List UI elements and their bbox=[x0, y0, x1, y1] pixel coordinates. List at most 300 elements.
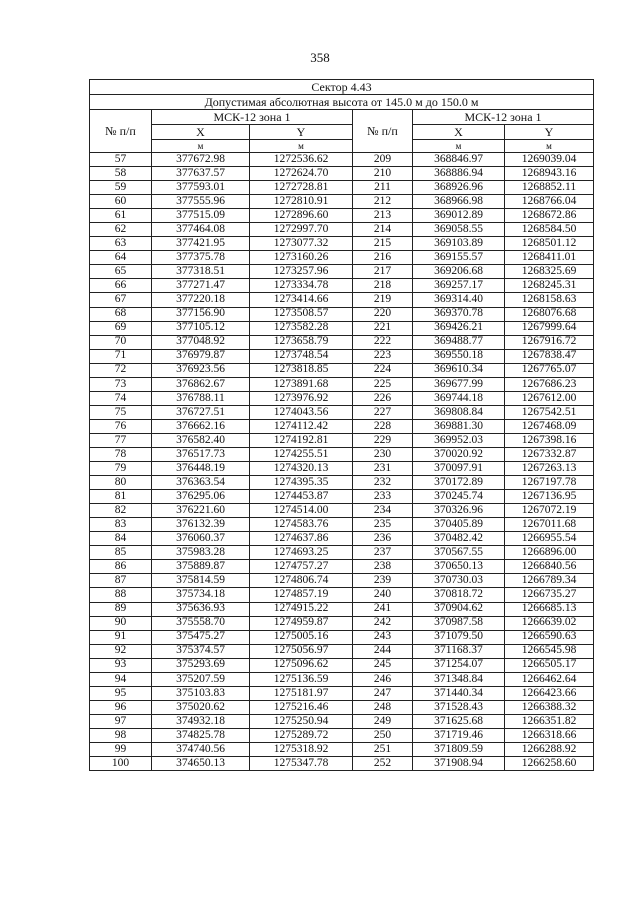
table-row bbox=[90, 349, 594, 363]
right-y-value: 1267332.87 bbox=[505, 447, 594, 461]
left-point-number: 84 bbox=[90, 532, 152, 546]
right-x-value: 369370.78 bbox=[413, 307, 505, 321]
table-row bbox=[90, 405, 594, 419]
right-point-number: 220 bbox=[353, 307, 413, 321]
right-x-value: 371254.07 bbox=[413, 658, 505, 672]
left-x-value: 376295.06 bbox=[152, 490, 250, 504]
left-x-value: 377048.92 bbox=[152, 335, 250, 349]
left-point-number: 80 bbox=[90, 476, 152, 490]
right-point-number: 219 bbox=[353, 293, 413, 307]
right-y-value: 1266639.02 bbox=[505, 616, 594, 630]
right-y-value: 1266288.92 bbox=[505, 742, 594, 756]
right-point-number: 229 bbox=[353, 433, 413, 447]
right-x-value: 371348.84 bbox=[413, 672, 505, 686]
table-row bbox=[90, 209, 594, 223]
table-row bbox=[90, 433, 594, 447]
right-point-number: 224 bbox=[353, 363, 413, 377]
right-point-number: 214 bbox=[353, 223, 413, 237]
table-row bbox=[90, 237, 594, 251]
right-point-number: 216 bbox=[353, 251, 413, 265]
right-x-header: X bbox=[413, 125, 505, 140]
right-x-value: 370326.96 bbox=[413, 504, 505, 518]
right-x-value: 370172.89 bbox=[413, 476, 505, 490]
right-y-value: 1268501.12 bbox=[505, 237, 594, 251]
right-y-value: 1267468.09 bbox=[505, 419, 594, 433]
right-x-value: 369257.17 bbox=[413, 279, 505, 293]
table-row bbox=[90, 546, 594, 560]
left-y-value: 1272624.70 bbox=[250, 167, 353, 181]
table-row bbox=[90, 630, 594, 644]
right-point-number: 222 bbox=[353, 335, 413, 349]
right-y-unit: м bbox=[505, 140, 594, 153]
table-row bbox=[90, 504, 594, 518]
right-point-number: 240 bbox=[353, 588, 413, 602]
right-x-value: 369744.18 bbox=[413, 391, 505, 405]
left-point-number: 65 bbox=[90, 265, 152, 279]
left-point-number: 74 bbox=[90, 391, 152, 405]
left-point-number: 99 bbox=[90, 742, 152, 756]
right-y-value: 1266685.13 bbox=[505, 602, 594, 616]
table-row bbox=[90, 447, 594, 461]
left-y-value: 1275289.72 bbox=[250, 728, 353, 742]
left-point-number: 62 bbox=[90, 223, 152, 237]
right-y-value: 1268766.04 bbox=[505, 195, 594, 209]
left-y-value: 1274959.87 bbox=[250, 616, 353, 630]
left-y-value: 1275005.16 bbox=[250, 630, 353, 644]
right-x-value: 369550.18 bbox=[413, 349, 505, 363]
table-row bbox=[90, 377, 594, 391]
right-point-number: 211 bbox=[353, 181, 413, 195]
left-x-value: 377105.12 bbox=[152, 321, 250, 335]
table-row bbox=[90, 223, 594, 237]
right-x-value: 369881.30 bbox=[413, 419, 505, 433]
left-x-value: 375207.59 bbox=[152, 672, 250, 686]
right-x-value: 371168.37 bbox=[413, 644, 505, 658]
left-x-value: 377156.90 bbox=[152, 307, 250, 321]
left-point-number: 93 bbox=[90, 658, 152, 672]
right-point-number: 217 bbox=[353, 265, 413, 279]
left-point-number: 89 bbox=[90, 602, 152, 616]
left-x-value: 375889.87 bbox=[152, 560, 250, 574]
right-point-number: 209 bbox=[353, 153, 413, 167]
left-point-number: 95 bbox=[90, 686, 152, 700]
right-x-value: 371719.46 bbox=[413, 728, 505, 742]
right-x-value: 371809.59 bbox=[413, 742, 505, 756]
right-y-value: 1267686.23 bbox=[505, 377, 594, 391]
left-x-value: 377672.98 bbox=[152, 153, 250, 167]
right-point-number: 246 bbox=[353, 672, 413, 686]
left-x-value: 376923.56 bbox=[152, 363, 250, 377]
left-point-number: 68 bbox=[90, 307, 152, 321]
right-y-value: 1267612.00 bbox=[505, 391, 594, 405]
right-y-value: 1269039.04 bbox=[505, 153, 594, 167]
right-point-number: 228 bbox=[353, 419, 413, 433]
left-y-value: 1272896.60 bbox=[250, 209, 353, 223]
left-x-value: 377421.95 bbox=[152, 237, 250, 251]
left-point-number: 59 bbox=[90, 181, 152, 195]
left-x-value: 374650.13 bbox=[152, 757, 250, 771]
left-point-number: 96 bbox=[90, 700, 152, 714]
right-point-number: 237 bbox=[353, 546, 413, 560]
right-y-value: 1267999.64 bbox=[505, 321, 594, 335]
table-row bbox=[90, 321, 594, 335]
left-y-value: 1273414.66 bbox=[250, 293, 353, 307]
table-row bbox=[90, 335, 594, 349]
left-point-number: 66 bbox=[90, 279, 152, 293]
table-row bbox=[90, 616, 594, 630]
right-x-value: 368846.97 bbox=[413, 153, 505, 167]
right-point-number: 239 bbox=[353, 574, 413, 588]
left-x-value: 376727.51 bbox=[152, 405, 250, 419]
right-x-value: 369058.55 bbox=[413, 223, 505, 237]
right-y-value: 1267542.51 bbox=[505, 405, 594, 419]
left-y-value: 1274757.27 bbox=[250, 560, 353, 574]
left-y-value: 1275136.59 bbox=[250, 672, 353, 686]
right-y-value: 1267011.68 bbox=[505, 518, 594, 532]
right-x-value: 371440.34 bbox=[413, 686, 505, 700]
right-y-value: 1268158.63 bbox=[505, 293, 594, 307]
right-y-value: 1266955.54 bbox=[505, 532, 594, 546]
right-point-number: 215 bbox=[353, 237, 413, 251]
right-x-value: 368886.94 bbox=[413, 167, 505, 181]
right-y-value: 1266351.82 bbox=[505, 714, 594, 728]
right-y-value: 1268411.01 bbox=[505, 251, 594, 265]
left-y-value: 1275216.46 bbox=[250, 700, 353, 714]
left-y-value: 1274453.87 bbox=[250, 490, 353, 504]
right-x-value: 368966.98 bbox=[413, 195, 505, 209]
right-y-value: 1268245.31 bbox=[505, 279, 594, 293]
right-y-value: 1268584.50 bbox=[505, 223, 594, 237]
left-point-number: 60 bbox=[90, 195, 152, 209]
table-header bbox=[90, 80, 594, 153]
left-y-value: 1275096.62 bbox=[250, 658, 353, 672]
right-point-number: 244 bbox=[353, 644, 413, 658]
right-point-number: 233 bbox=[353, 490, 413, 504]
right-point-number: 243 bbox=[353, 630, 413, 644]
right-y-value: 1266896.00 bbox=[505, 546, 594, 560]
left-x-value: 376788.11 bbox=[152, 391, 250, 405]
left-y-value: 1273077.32 bbox=[250, 237, 353, 251]
left-y-value: 1274255.51 bbox=[250, 447, 353, 461]
right-y-value: 1266318.66 bbox=[505, 728, 594, 742]
right-y-value: 1266388.32 bbox=[505, 700, 594, 714]
right-y-value: 1267838.47 bbox=[505, 349, 594, 363]
right-point-number: 223 bbox=[353, 349, 413, 363]
right-x-value: 369952.03 bbox=[413, 433, 505, 447]
table-row bbox=[90, 391, 594, 405]
left-x-value: 375020.62 bbox=[152, 700, 250, 714]
coordinates-table bbox=[89, 79, 594, 771]
table-row bbox=[90, 462, 594, 476]
left-point-number: 69 bbox=[90, 321, 152, 335]
right-x-value: 370730.03 bbox=[413, 574, 505, 588]
right-x-value: 369012.89 bbox=[413, 209, 505, 223]
table-row bbox=[90, 195, 594, 209]
left-x-value: 375558.70 bbox=[152, 616, 250, 630]
left-point-number: 76 bbox=[90, 419, 152, 433]
table-row bbox=[90, 686, 594, 700]
left-point-number: 72 bbox=[90, 363, 152, 377]
right-point-number: 227 bbox=[353, 405, 413, 419]
table-row bbox=[90, 279, 594, 293]
right-y-value: 1267263.13 bbox=[505, 462, 594, 476]
right-x-value: 369488.77 bbox=[413, 335, 505, 349]
table-row bbox=[90, 672, 594, 686]
left-y-value: 1273582.28 bbox=[250, 321, 353, 335]
left-point-number: 71 bbox=[90, 349, 152, 363]
table-row bbox=[90, 644, 594, 658]
right-x-value: 370904.62 bbox=[413, 602, 505, 616]
left-y-value: 1274806.74 bbox=[250, 574, 353, 588]
left-x-value: 374825.78 bbox=[152, 728, 250, 742]
left-y-value: 1273160.26 bbox=[250, 251, 353, 265]
left-point-number: 78 bbox=[90, 447, 152, 461]
table-row bbox=[90, 153, 594, 167]
left-point-number: 64 bbox=[90, 251, 152, 265]
left-point-number: 90 bbox=[90, 616, 152, 630]
left-y-value: 1274693.25 bbox=[250, 546, 353, 560]
table-body bbox=[90, 153, 594, 771]
table-row bbox=[90, 700, 594, 714]
left-point-number: 83 bbox=[90, 518, 152, 532]
table-row bbox=[90, 757, 594, 771]
table-row bbox=[90, 265, 594, 279]
right-point-number: 218 bbox=[353, 279, 413, 293]
table-row bbox=[90, 419, 594, 433]
left-num-header: № п/п bbox=[90, 110, 152, 153]
left-point-number: 57 bbox=[90, 153, 152, 167]
right-y-value: 1268076.68 bbox=[505, 307, 594, 321]
table-row bbox=[90, 714, 594, 728]
right-x-value: 370818.72 bbox=[413, 588, 505, 602]
right-point-number: 252 bbox=[353, 757, 413, 771]
left-y-value: 1275181.97 bbox=[250, 686, 353, 700]
left-x-value: 375475.27 bbox=[152, 630, 250, 644]
right-point-number: 230 bbox=[353, 447, 413, 461]
right-y-value: 1268943.16 bbox=[505, 167, 594, 181]
left-y-unit: м bbox=[250, 140, 353, 153]
right-point-number: 248 bbox=[353, 700, 413, 714]
right-point-number: 212 bbox=[353, 195, 413, 209]
left-y-value: 1274583.76 bbox=[250, 518, 353, 532]
right-point-number: 251 bbox=[353, 742, 413, 756]
left-point-number: 88 bbox=[90, 588, 152, 602]
table-row bbox=[90, 490, 594, 504]
right-y-value: 1266735.27 bbox=[505, 588, 594, 602]
table-row bbox=[90, 728, 594, 742]
right-point-number: 236 bbox=[353, 532, 413, 546]
left-x-value: 377555.96 bbox=[152, 195, 250, 209]
right-point-number: 226 bbox=[353, 391, 413, 405]
right-y-value: 1268852.11 bbox=[505, 181, 594, 195]
right-y-value: 1268672.86 bbox=[505, 209, 594, 223]
left-y-value: 1273891.68 bbox=[250, 377, 353, 391]
right-point-number: 247 bbox=[353, 686, 413, 700]
right-y-value: 1266590.63 bbox=[505, 630, 594, 644]
left-point-number: 77 bbox=[90, 433, 152, 447]
right-point-number: 213 bbox=[353, 209, 413, 223]
left-y-value: 1275250.94 bbox=[250, 714, 353, 728]
left-point-number: 86 bbox=[90, 560, 152, 574]
table-row bbox=[90, 518, 594, 532]
left-x-value: 376662.16 bbox=[152, 419, 250, 433]
table-row bbox=[90, 167, 594, 181]
right-point-number: 245 bbox=[353, 658, 413, 672]
left-point-number: 87 bbox=[90, 574, 152, 588]
right-x-value: 369155.57 bbox=[413, 251, 505, 265]
right-y-value: 1267916.72 bbox=[505, 335, 594, 349]
left-y-value: 1273976.92 bbox=[250, 391, 353, 405]
left-y-value: 1273257.96 bbox=[250, 265, 353, 279]
left-zone-header: МСК-12 зона 1 bbox=[152, 110, 353, 125]
table-row bbox=[90, 560, 594, 574]
left-y-value: 1272997.70 bbox=[250, 223, 353, 237]
right-y-value: 1266545.98 bbox=[505, 644, 594, 658]
left-y-value: 1275347.78 bbox=[250, 757, 353, 771]
left-x-value: 374740.56 bbox=[152, 742, 250, 756]
right-x-value: 369808.84 bbox=[413, 405, 505, 419]
left-x-value: 377515.09 bbox=[152, 209, 250, 223]
left-x-value: 377220.18 bbox=[152, 293, 250, 307]
left-point-number: 63 bbox=[90, 237, 152, 251]
left-x-value: 376448.19 bbox=[152, 462, 250, 476]
left-point-number: 61 bbox=[90, 209, 152, 223]
left-y-value: 1273658.79 bbox=[250, 335, 353, 349]
left-y-value: 1272728.81 bbox=[250, 181, 353, 195]
left-y-value: 1274637.86 bbox=[250, 532, 353, 546]
left-x-value: 374932.18 bbox=[152, 714, 250, 728]
left-x-value: 377375.78 bbox=[152, 251, 250, 265]
right-point-number: 242 bbox=[353, 616, 413, 630]
left-y-value: 1273818.85 bbox=[250, 363, 353, 377]
table-row bbox=[90, 363, 594, 377]
left-x-value: 375103.83 bbox=[152, 686, 250, 700]
right-y-value: 1266505.17 bbox=[505, 658, 594, 672]
right-point-number: 232 bbox=[353, 476, 413, 490]
left-point-number: 70 bbox=[90, 335, 152, 349]
right-point-number: 210 bbox=[353, 167, 413, 181]
left-y-value: 1273334.78 bbox=[250, 279, 353, 293]
right-x-value: 370245.74 bbox=[413, 490, 505, 504]
left-point-number: 97 bbox=[90, 714, 152, 728]
left-x-value: 376221.60 bbox=[152, 504, 250, 518]
table-row bbox=[90, 532, 594, 546]
right-x-value: 371625.68 bbox=[413, 714, 505, 728]
left-x-value: 375734.18 bbox=[152, 588, 250, 602]
right-y-value: 1266789.34 bbox=[505, 574, 594, 588]
left-y-value: 1273508.57 bbox=[250, 307, 353, 321]
right-x-value: 369314.40 bbox=[413, 293, 505, 307]
right-x-value: 370097.91 bbox=[413, 462, 505, 476]
table-row bbox=[90, 181, 594, 195]
left-x-value: 376132.39 bbox=[152, 518, 250, 532]
left-point-number: 91 bbox=[90, 630, 152, 644]
left-x-value: 375636.93 bbox=[152, 602, 250, 616]
right-point-number: 238 bbox=[353, 560, 413, 574]
left-point-number: 100 bbox=[90, 757, 152, 771]
left-x-value: 375293.69 bbox=[152, 658, 250, 672]
right-x-value: 370405.89 bbox=[413, 518, 505, 532]
page-number: 358 bbox=[310, 50, 330, 65]
left-point-number: 82 bbox=[90, 504, 152, 518]
right-y-header: Y bbox=[505, 125, 594, 140]
left-x-value: 376862.67 bbox=[152, 377, 250, 391]
height-range: Допустимая абсолютная высота от 145.0 м до 150.0 м bbox=[90, 95, 594, 110]
table-row bbox=[90, 293, 594, 307]
table-row bbox=[90, 588, 594, 602]
right-x-value: 371528.43 bbox=[413, 700, 505, 714]
right-y-value: 1267398.16 bbox=[505, 433, 594, 447]
sector-title: Сектор 4.43 bbox=[90, 80, 594, 95]
table-row bbox=[90, 476, 594, 490]
left-y-value: 1272536.62 bbox=[250, 153, 353, 167]
right-y-value: 1266423.66 bbox=[505, 686, 594, 700]
right-y-value: 1266462.64 bbox=[505, 672, 594, 686]
left-y-value: 1273748.54 bbox=[250, 349, 353, 363]
left-x-value: 376979.87 bbox=[152, 349, 250, 363]
left-y-value: 1274320.13 bbox=[250, 462, 353, 476]
left-y-value: 1274043.56 bbox=[250, 405, 353, 419]
left-point-number: 92 bbox=[90, 644, 152, 658]
right-x-value: 369206.68 bbox=[413, 265, 505, 279]
left-x-value: 376517.73 bbox=[152, 447, 250, 461]
table-row bbox=[90, 602, 594, 616]
right-y-value: 1267136.95 bbox=[505, 490, 594, 504]
left-x-value: 377271.47 bbox=[152, 279, 250, 293]
right-x-value: 370987.58 bbox=[413, 616, 505, 630]
left-point-number: 75 bbox=[90, 405, 152, 419]
right-x-value: 370020.92 bbox=[413, 447, 505, 461]
left-point-number: 58 bbox=[90, 167, 152, 181]
left-y-value: 1275318.92 bbox=[250, 742, 353, 756]
right-y-value: 1267072.19 bbox=[505, 504, 594, 518]
left-y-value: 1275056.97 bbox=[250, 644, 353, 658]
right-x-value: 370650.13 bbox=[413, 560, 505, 574]
left-point-number: 94 bbox=[90, 672, 152, 686]
right-point-number: 225 bbox=[353, 377, 413, 391]
right-x-value: 371079.50 bbox=[413, 630, 505, 644]
left-point-number: 73 bbox=[90, 377, 152, 391]
left-point-number: 98 bbox=[90, 728, 152, 742]
left-y-value: 1272810.91 bbox=[250, 195, 353, 209]
right-x-value: 369677.99 bbox=[413, 377, 505, 391]
right-point-number: 241 bbox=[353, 602, 413, 616]
left-x-value: 375374.57 bbox=[152, 644, 250, 658]
right-point-number: 235 bbox=[353, 518, 413, 532]
table-row bbox=[90, 742, 594, 756]
table-row bbox=[90, 307, 594, 321]
left-y-value: 1274857.19 bbox=[250, 588, 353, 602]
left-y-header: Y bbox=[250, 125, 353, 140]
left-y-value: 1274112.42 bbox=[250, 419, 353, 433]
right-y-value: 1268325.69 bbox=[505, 265, 594, 279]
left-y-value: 1274395.35 bbox=[250, 476, 353, 490]
right-y-value: 1267765.07 bbox=[505, 363, 594, 377]
right-point-number: 231 bbox=[353, 462, 413, 476]
table-row bbox=[90, 251, 594, 265]
left-x-value: 375983.28 bbox=[152, 546, 250, 560]
right-point-number: 234 bbox=[353, 504, 413, 518]
left-x-value: 377318.51 bbox=[152, 265, 250, 279]
left-x-value: 377464.08 bbox=[152, 223, 250, 237]
right-y-value: 1266840.56 bbox=[505, 560, 594, 574]
right-y-value: 1266258.60 bbox=[505, 757, 594, 771]
left-x-value: 377593.01 bbox=[152, 181, 250, 195]
right-x-value: 370567.55 bbox=[413, 546, 505, 560]
left-y-value: 1274514.00 bbox=[250, 504, 353, 518]
left-x-value: 376582.40 bbox=[152, 433, 250, 447]
left-x-header: X bbox=[152, 125, 250, 140]
